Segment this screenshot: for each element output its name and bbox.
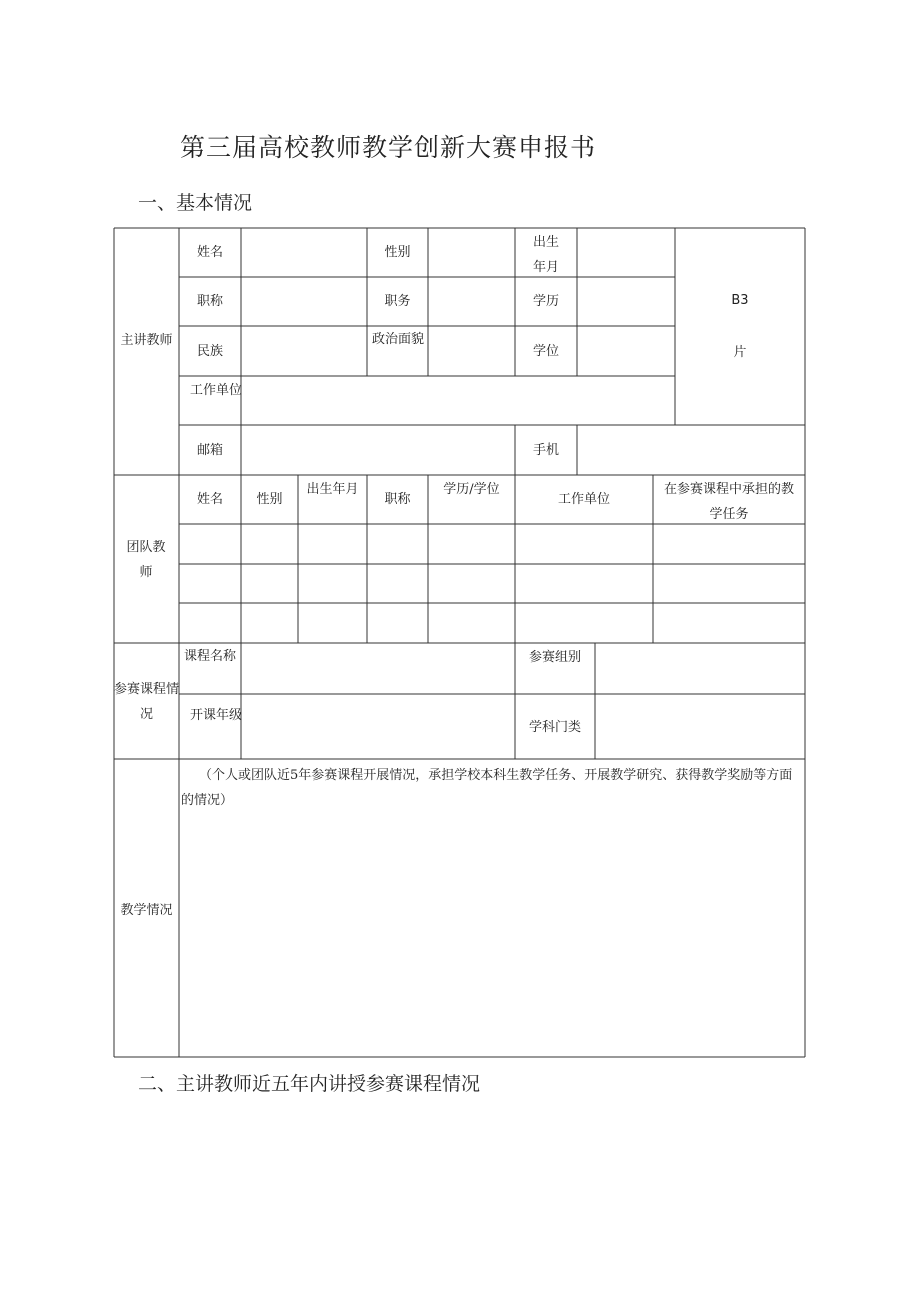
label-subject: 学科门类 xyxy=(528,720,581,735)
teaching-note: （个人或团队近5年参赛课程开展情况，承担学校本科生教学任务、开展教学研究、获得教学奖励等方面的情况） xyxy=(181,768,793,808)
label-workplace: 工作单位 xyxy=(190,383,243,398)
team-header-education: 学历/学位 xyxy=(443,482,500,497)
label-phone: 手机 xyxy=(532,443,559,458)
label-gender: 性别 xyxy=(384,245,411,260)
team-teacher-group-label: 团队教师 xyxy=(126,540,166,580)
section-courses-heading: 二、主讲教师近五年内讲授参赛课程情况 xyxy=(138,1073,481,1095)
team-header-title: 职称 xyxy=(384,492,411,507)
label-name: 姓名 xyxy=(196,245,223,260)
label-course-grade: 开课年级 xyxy=(190,708,243,723)
team-header-name: 姓名 xyxy=(196,492,223,507)
team-header-gender: 性别 xyxy=(256,492,283,507)
label-birth: 出生年月 xyxy=(532,235,559,275)
label-education: 学历 xyxy=(532,294,559,309)
photo-placeholder-line2: 片 xyxy=(733,345,747,360)
course-group-label: 参赛课程情况 xyxy=(114,682,180,722)
page-title: 第三届高校教师教学创新大赛申报书 xyxy=(180,133,597,162)
section-basic-info-heading: 一、基本情况 xyxy=(138,192,253,214)
label-political: 政治面貌 xyxy=(371,332,424,347)
team-header-workplace: 工作单位 xyxy=(557,492,610,507)
label-course-group: 参赛组别 xyxy=(528,650,581,665)
label-degree: 学位 xyxy=(532,344,559,359)
photo-placeholder-line1: B3 xyxy=(731,293,749,308)
teaching-label: 教学情况 xyxy=(120,903,173,918)
label-email: 邮箱 xyxy=(196,443,223,458)
team-header-birth: 出生年月 xyxy=(306,482,359,497)
name-value-field[interactable] xyxy=(241,240,367,265)
label-title: 职称 xyxy=(196,294,223,309)
label-ethnicity: 民族 xyxy=(196,344,223,359)
label-position: 职务 xyxy=(384,294,411,309)
team-header-task: 在参赛课程中承担的教学任务 xyxy=(663,482,794,522)
label-course-name: 课程名称 xyxy=(184,649,237,664)
main-teacher-group-label: 主讲教师 xyxy=(120,333,173,348)
